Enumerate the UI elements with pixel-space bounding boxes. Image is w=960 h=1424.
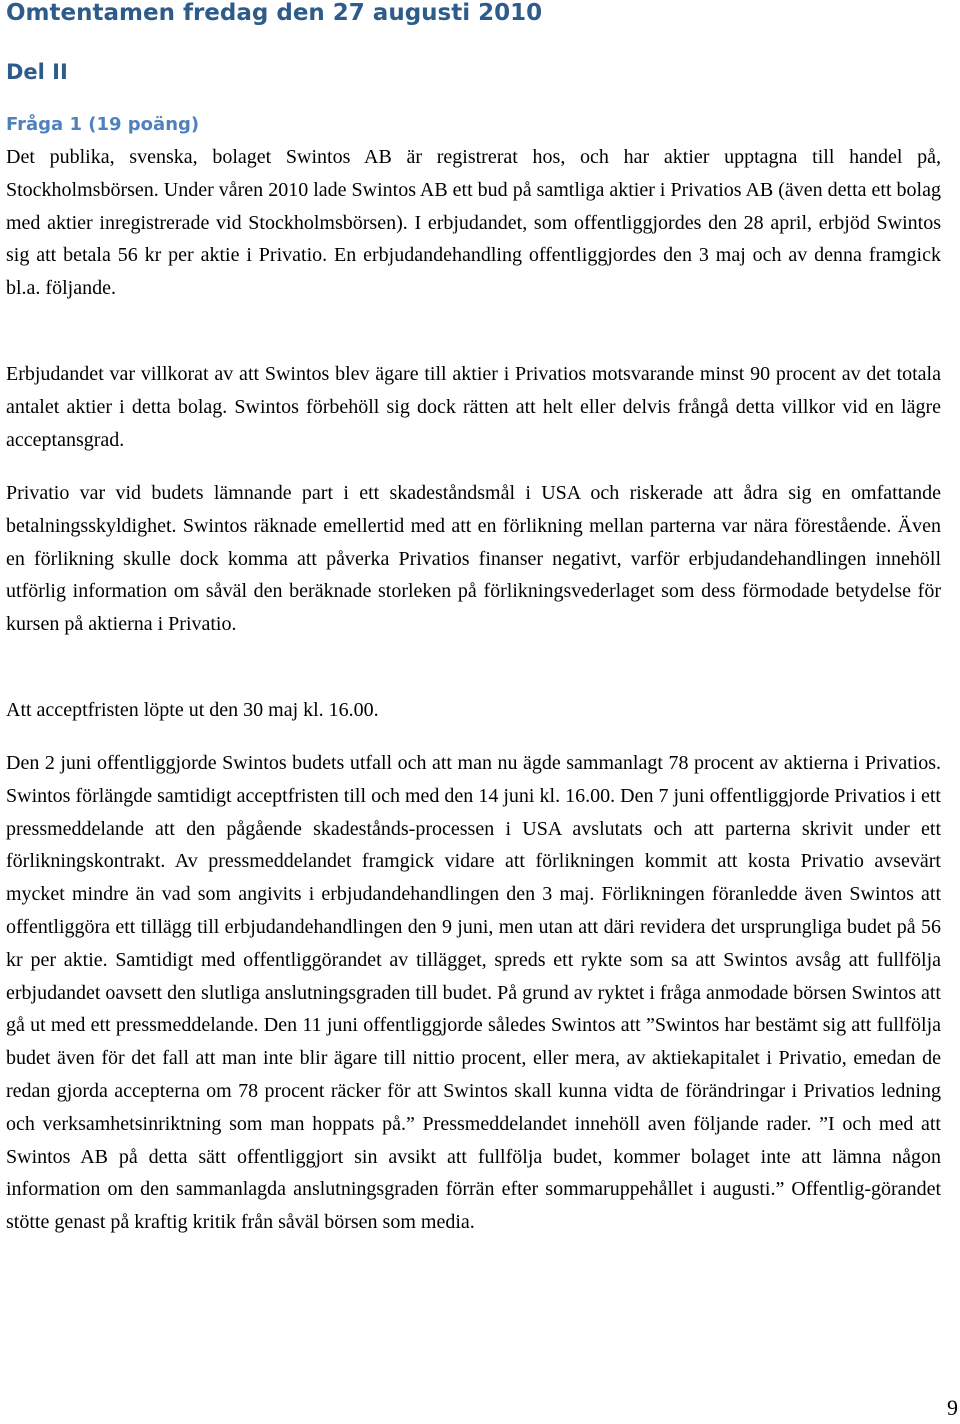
paragraph-litigation: Privatio var vid budets lämnande part i ett skadeståndsmål i USA och riskerade att ådra sig en omfattande betalningsskyldighet. Swintos räknade emellertid med att en förlikning mellan parterna var nära förestående. Även en förlikning skulle dock komma att påverka Privatios finanser negativt, varför erbjudandehandlingen innehöll utförlig information om såväl den beräknade storleken på förlikningsvederlaget som dess förmodade betydelse för kursen på aktierna i Privatio. bbox=[6, 482, 941, 636]
paragraph-deadline: Att acceptfristen löpte ut den 30 maj kl. 16.00. bbox=[6, 699, 379, 721]
paragraph-outcome: Den 2 juni offentliggjorde Swintos budets utfall och att man nu ägde sammanlagt 78 procent av aktierna i Privatios. Swintos förlängde samtidigt acceptfristen till och med den 14 juni kl. 16.00. Den 7 juni offentliggjorde Privatios i ett pressmeddelande att den pågående skadestånds-processen i USA avslutats och att parterna skrivit under ett förlikningskontrakt. Av pressmeddelandet framgick vidare att förlikningen kommit att kosta Privatio avsevärt mycket mindre än vad som angivits i erbjudandehandlingen den 3 maj. Förlikningen föranledde även Swintos att offentliggöra ett tillägg till erbjudandehandlingen den 9 juni, men utan att däri revidera det ursprungliga budet på 56 kr per aktie. Samtidigt med offentliggörandet av tillägget, spreds ett rykte som sa att Swintos avsåg att fullfölja erbjudandet oavsett den slutliga anslutningsgraden till budet. På grund av ryktet i fråga anmodade börsen Swintos att gå ut med ett pressmeddelande. Den 11 juni offentliggjorde således Swintos att ”Swintos har bestämt sig att fullfölja budet även för det fall att man inte blir ägare till nittio procent, eller mera, av aktiekapitalet i Privatio, emedan de redan gjorda accepterna om 78 procent räcker för att Swintos skall kunna vidta de förändringar i Privatios ledning och verksamhetsinriktning som man hoppats på.” Pressmeddelandet innehöll aven följande rader. ”I och med att Swintos AB på detta sätt offentliggjort sin avsikt att fullfölja budet, kommer bolaget inte att lämna någon information om den sammanlagda anslutningsgraden förrän efter sommaruppehållet i augusti.” Offentlig-görandet stötte genast på kraftig kritik från såväl börsen som media. bbox=[6, 752, 941, 1234]
page-number: 9 bbox=[947, 1395, 958, 1420]
part-heading: Del II bbox=[6, 60, 68, 84]
question-heading: Fråga 1 (19 poäng) bbox=[6, 114, 200, 135]
paragraph-condition: Erbjudandet var villkorat av att Swintos blev ägare till aktier i Privatios motsvarande minst 90 procent av det totala antalet aktier i detta bolag. Swintos förbehöll sig dock rätten att helt eller delvis frångå detta villkor vid en lägre acceptansgrad. bbox=[6, 363, 941, 451]
paragraph-intro: Det publika, svenska, bolaget Swintos AB är registrerat hos, och har aktier upptagna till handel på, Stockholmsbörsen. Under våren 2010 lade Swintos AB ett bud på samtliga aktier i Privatios AB (även detta ett bolag med aktier inregistrerade vid Stockholmsbörsen). I erbjudandet, som offentliggjordes den 28 april, erbjöd Swintos sig att betala 56 kr per aktie i Privatio. En erbjudandehandling offentliggjordes den 3 maj och av denna framgick bl.a. följande. bbox=[6, 146, 941, 300]
exam-title: Omtentamen fredag den 27 augusti 2010 bbox=[6, 0, 543, 26]
